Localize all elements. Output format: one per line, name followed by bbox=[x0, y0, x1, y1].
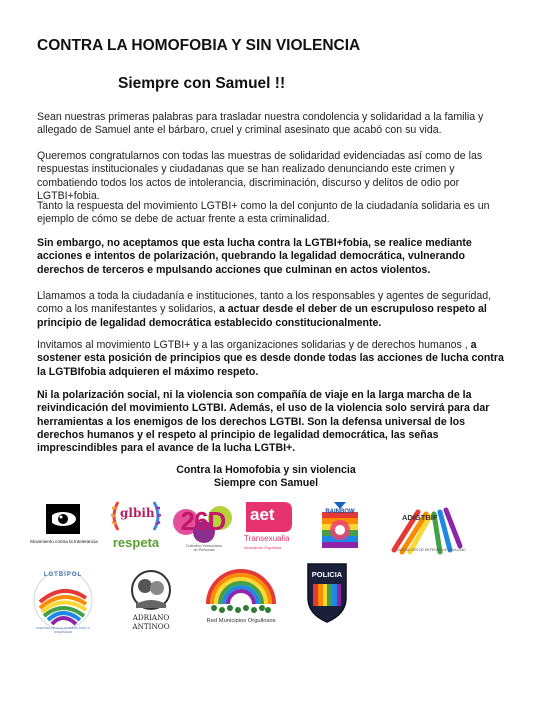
paragraph-call bbox=[37, 290, 507, 330]
paragraph-conclusion bbox=[37, 389, 507, 455]
closing-line-1: Contra la Homofobia y sin violencia bbox=[176, 464, 356, 476]
document-subtitle: Siempre con Samuel !! bbox=[118, 75, 286, 92]
logo-lgtbipol-text: LGTBIPOL bbox=[43, 572, 83, 578]
logo-lgtbipol-ring: AGENTES DE LA AUTORIDAD POR LA DIVERSIDAD bbox=[36, 626, 90, 634]
closing-line-2: Siempre con Samuel bbox=[213, 477, 319, 489]
logo-gbih-text: glbih bbox=[120, 506, 155, 520]
rainbow-flag-icon bbox=[316, 500, 364, 552]
logo-gbih-respeta bbox=[108, 498, 164, 556]
logo-policia-text: POLICIA bbox=[311, 570, 343, 579]
paragraph-response: Tanto la respuesta del movimiento LGTBI+ como la del conjunto de la ciudadanía solidaria es un ejemplo de cómo se debe de actuar frente a esta criminalidad. bbox=[37, 200, 490, 226]
paragraph-congratulations: Queremos congratularnos con todas las muestras de solidaridad evidenciadas así como de las respuestas institucionales y ciudadanas que se han realizado denunciando este crimen y combatiendo todos los actos de intolerancia, discriminación, discurso y delitos de odio por LGTBI+fobia. bbox=[37, 150, 483, 202]
paragraph-call-text: Llamamos a toda la ciudadanía e instituciones, tanto a los responsables y agentes de seguridad, como a los manifestantes y solidarios, bbox=[37, 290, 492, 316]
logo-adigtbif-text: ADIGTBIF bbox=[402, 513, 438, 522]
paragraph-conclusion-text: Ni la polarización social, ni la violencia son compañía de viaje en la larga marcha de la reivindicación del movimiento LGTBI. Además, el uso de la violencia solo servirá para dar herramientas a los enemigos de los derechos LGTBI. Son la defensa universal de los derechos humanos y el respeto al principio de legalidad democrática, las señas imprescindibles para el avance de la lucha LGTBI+. bbox=[37, 389, 490, 455]
logo-mci-caption: Movimiento contra la Intolerancia bbox=[30, 539, 98, 544]
logo-aet-transexualia bbox=[240, 502, 300, 554]
paragraph-invitation bbox=[37, 339, 507, 379]
logo-26d-text: 26D bbox=[180, 506, 226, 536]
logo-policia bbox=[304, 560, 350, 624]
paragraph-call-emphasis: a actuar desde el deber de un escrupuloso respeto al principio de legalidad democrática establecido constitucionalmente. bbox=[37, 303, 487, 329]
paragraph-condolences: Sean nuestras primeras palabras para trasladar nuestra condolencia y solidaridad a la familia y allegado de Samuel ante el bárbaro, cruel y criminal asesinato que acabó con su vida. bbox=[37, 111, 484, 137]
logo-rainbow-text: RAINBOW bbox=[325, 509, 355, 515]
eye-icon bbox=[34, 500, 94, 540]
logo-adriano-text: ADRIANO ANTINOO bbox=[132, 613, 170, 631]
logo-aet-text: aet bbox=[250, 505, 275, 524]
document-title: CONTRA LA HOMOFOBIA Y SIN VIOLENCIA bbox=[37, 37, 361, 54]
paragraph-invitation-emphasis: a sostener esta posición de principios que es desde donde todas las acciones de lucha contra la LGTBIfobia adquieren el máximo respeto. bbox=[37, 339, 504, 378]
logo-adigtbif bbox=[388, 500, 472, 556]
bust-icon bbox=[118, 568, 184, 614]
logo-red-municipios-orgullosos bbox=[198, 552, 284, 636]
logo-redmun-text: Red Municipios Orgullosos bbox=[206, 618, 276, 624]
logo-adigtbif-sub: ASOCIACIÓN DE DEFENSA DE IGUALDAD bbox=[396, 548, 466, 552]
logo-26d-sub: Colectivo Venezolano de Personas bbox=[185, 544, 223, 552]
closing-signature bbox=[0, 464, 542, 490]
paragraph-rejection bbox=[37, 237, 507, 277]
paragraph-invitation-text: Invitamos al movimiento LGTBI+ y a las organizaciones solidarias y de derechos humanos , bbox=[37, 339, 471, 351]
logo-rainbow bbox=[316, 500, 364, 552]
logo-26d bbox=[172, 500, 234, 554]
logo-aet-sub: Asociación Española bbox=[244, 545, 282, 550]
logo-movimiento-contra-intolerancia bbox=[30, 500, 98, 552]
paragraph-rejection-text: Sin embargo, no aceptamos que esta lucha contra la LGTBI+fobia, se realice mediante acciones e intentos de polarización, quebrando la legalidad democrática, vulnerando derechos de terceros e mpulsando acciones que culminan en actos violentos. bbox=[37, 237, 472, 276]
logo-adriano-antinoo bbox=[118, 568, 184, 631]
logo-aet-name: Transexualia bbox=[244, 534, 290, 543]
logo-lgtbipol bbox=[32, 568, 94, 632]
logo-respeta-text: respeta bbox=[112, 535, 160, 550]
